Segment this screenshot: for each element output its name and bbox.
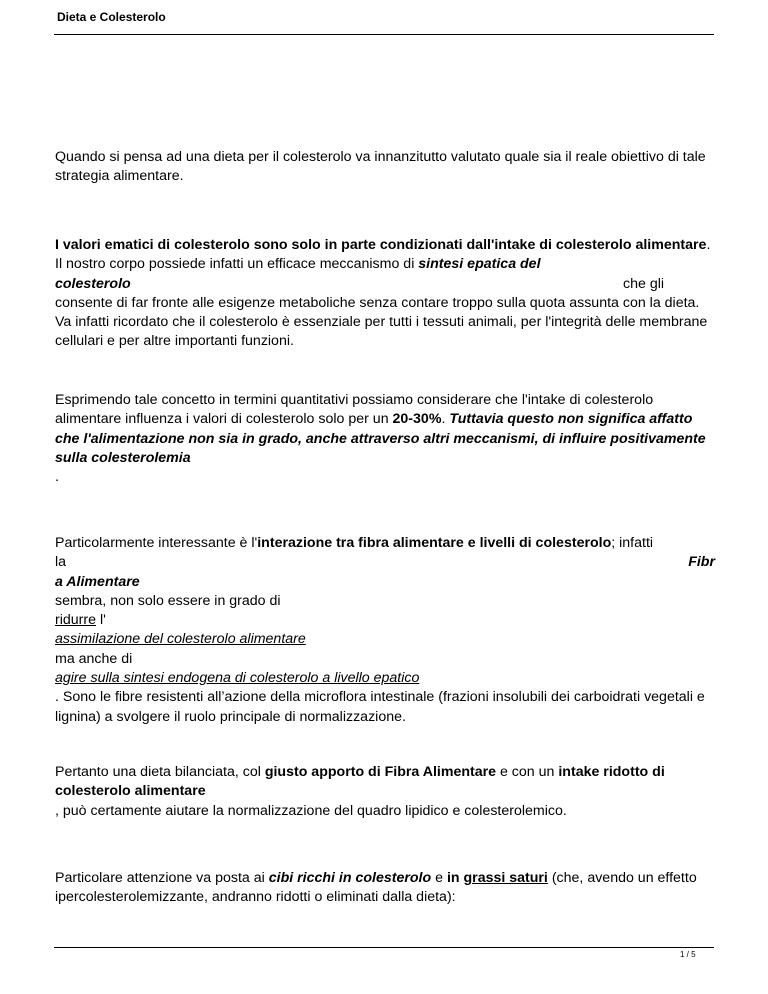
paragraph-text: . — [441, 411, 450, 428]
underlined-term: ridurre — [55, 612, 96, 629]
paragraph-text: , può certamente aiutare la normalizzazione del quadro lipidico e colesterolemico. — [55, 802, 567, 819]
bold-statement: interazione tra fibra alimentare e livelli di colesterolo — [257, 535, 612, 551]
paragraph-intro — [55, 148, 715, 187]
paragraph-text: Quando si pensa ad una dieta per il colesterolo va innanzitutto valutato quale sia il reale obiettivo di tale strategia alimentare. — [55, 149, 706, 185]
paragraph-text: che gli — [623, 275, 665, 292]
footer-divider — [54, 947, 714, 948]
paragraph-attention — [55, 869, 715, 908]
paragraph-quantitative — [55, 391, 715, 487]
bold-italic-term: sintesi epatica del — [418, 256, 541, 273]
paragraph-text: sembra, non solo essere in grado di — [55, 592, 281, 609]
bold-statement: I valori ematici di colesterolo sono solo in parte condizionati dall'intake di colesterolo alimentare — [55, 237, 707, 253]
bold-italic-term: a Alimentare — [55, 573, 140, 590]
paragraph-text: e — [431, 870, 447, 886]
document-header-title: Dieta e Colesterolo — [57, 10, 166, 24]
paragraph-text: Pertanto una dieta bilanciata, col — [55, 764, 265, 780]
bold-italic-term: cibi ricchi in colesterolo — [268, 870, 432, 886]
page-number: 1 / 5 — [680, 950, 696, 959]
paragraph-text: Particolarmente interessante è l' — [55, 535, 258, 551]
paragraph-text: (che, avendo un effetto ipercolesterolemizzante, andranno ridotti o eliminati dalla dieta): — [55, 870, 697, 906]
bold-statement: in — [446, 870, 464, 886]
paragraph-text: ma anche di — [55, 650, 133, 667]
italic-underlined-term: agire sulla sintesi endogena di colesterolo a livello epatico — [55, 670, 420, 687]
paragraph-text: la — [55, 554, 67, 571]
paragraph-text: . Sono le fibre resistenti all’azione della microflora intestinale (frazioni insolubili dei carboidrati vegetali e lignina) a svolgere il ruolo principale di normalizzazione. — [55, 689, 705, 725]
paragraph-cholesterol-values — [55, 236, 715, 352]
paragraph-text: l' — [96, 612, 106, 629]
paragraph-balanced-diet — [55, 763, 715, 821]
bold-italic-term: colesterolo — [55, 275, 131, 292]
paragraph-text: ; infatti — [611, 535, 654, 551]
italic-underlined-term: assimilazione del colesterolo alimentare — [55, 631, 306, 648]
header-divider — [54, 34, 714, 35]
paragraph-fiber — [55, 534, 715, 727]
bold-statement: intake ridotto di colesterolo alimentare — [55, 764, 665, 800]
paragraph-text: . — [55, 469, 59, 486]
paragraph-text: consente di far fronte alle esigenze metaboliche senza contare troppo sulla quota assunta con la dieta. Va infatti ricordato che il colesterolo è essenziale per tutti i tessuti animali, per l'integrità delle membrane cellulari e per altre importanti funzioni. — [55, 294, 708, 350]
bold-italic-statement: Tuttavia questo non significa affatto che l'alimentazione non sia in grado, anche attraverso altri meccanismi, di influire positivamente sulla colesterolemia — [55, 411, 706, 466]
bold-statement: giusto apporto di Fibra Alimentare — [264, 764, 497, 780]
bold-italic-term: Fibr — [688, 554, 715, 571]
bold-percentage: 20-30% — [392, 411, 442, 428]
paragraph-text: . Il nostro corpo possiede infatti un efficace meccanismo di — [55, 237, 711, 273]
paragraph-text: e con un — [496, 764, 559, 780]
paragraph-text: Esprimendo tale concetto in termini quantitativi possiamo considerare che l'intake di colesterolo alimentare influenza i valori di colesterolo solo per un — [55, 392, 654, 428]
bold-underlined-term: grassi saturi — [463, 870, 548, 886]
paragraph-text: Particolare attenzione va posta ai — [55, 870, 269, 886]
